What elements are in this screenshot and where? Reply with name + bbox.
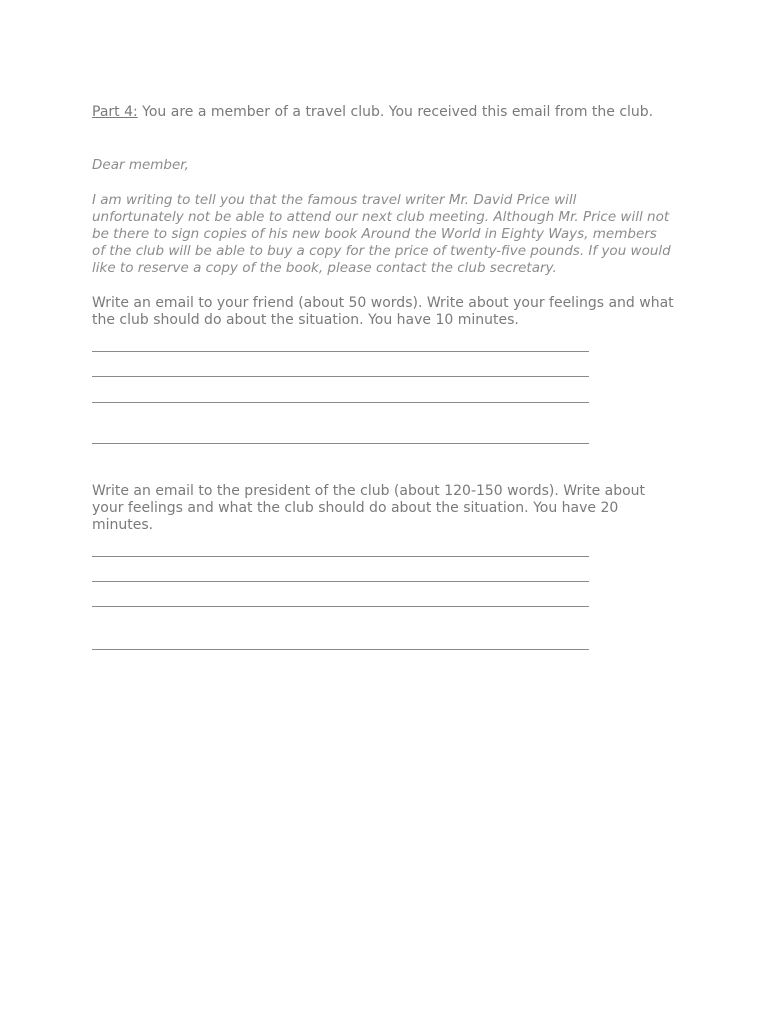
answer-line[interactable]	[92, 556, 589, 557]
answer-line[interactable]	[92, 649, 589, 650]
part-intro-text: You are a member of a travel club. You received this email from the club.	[137, 104, 654, 120]
answer-line[interactable]	[92, 606, 589, 607]
answer-line[interactable]	[92, 402, 589, 403]
answer-line[interactable]	[92, 581, 589, 582]
answer-line[interactable]	[92, 351, 589, 352]
email-greeting: Dear member,	[92, 157, 189, 173]
email-body: I am writing to tell you that the famous travel writer Mr. David Price will unfortunately not be able to attend our next club meeting. Although Mr. Price will not be there to sign copies of his new book Around the World in Eighty Ways, members of the club will be able to buy a copy for the price of twenty-five pounds. If you would like to reserve a copy of the book, please contact the club secretary.	[92, 192, 671, 276]
answer-line[interactable]	[92, 443, 589, 444]
part-label: Part 4:	[92, 104, 138, 120]
task-1-instruction: Write an email to your friend (about 50 words). Write about your feelings and what the club should do about the situation. You have 10 minutes.	[92, 295, 674, 328]
answer-line[interactable]	[92, 376, 589, 377]
task-2-instruction: Write an email to the president of the club (about 120-150 words). Write about your feelings and what the club should do about the situation. You have 20 minutes.	[92, 483, 646, 533]
part-intro	[92, 104, 682, 121]
